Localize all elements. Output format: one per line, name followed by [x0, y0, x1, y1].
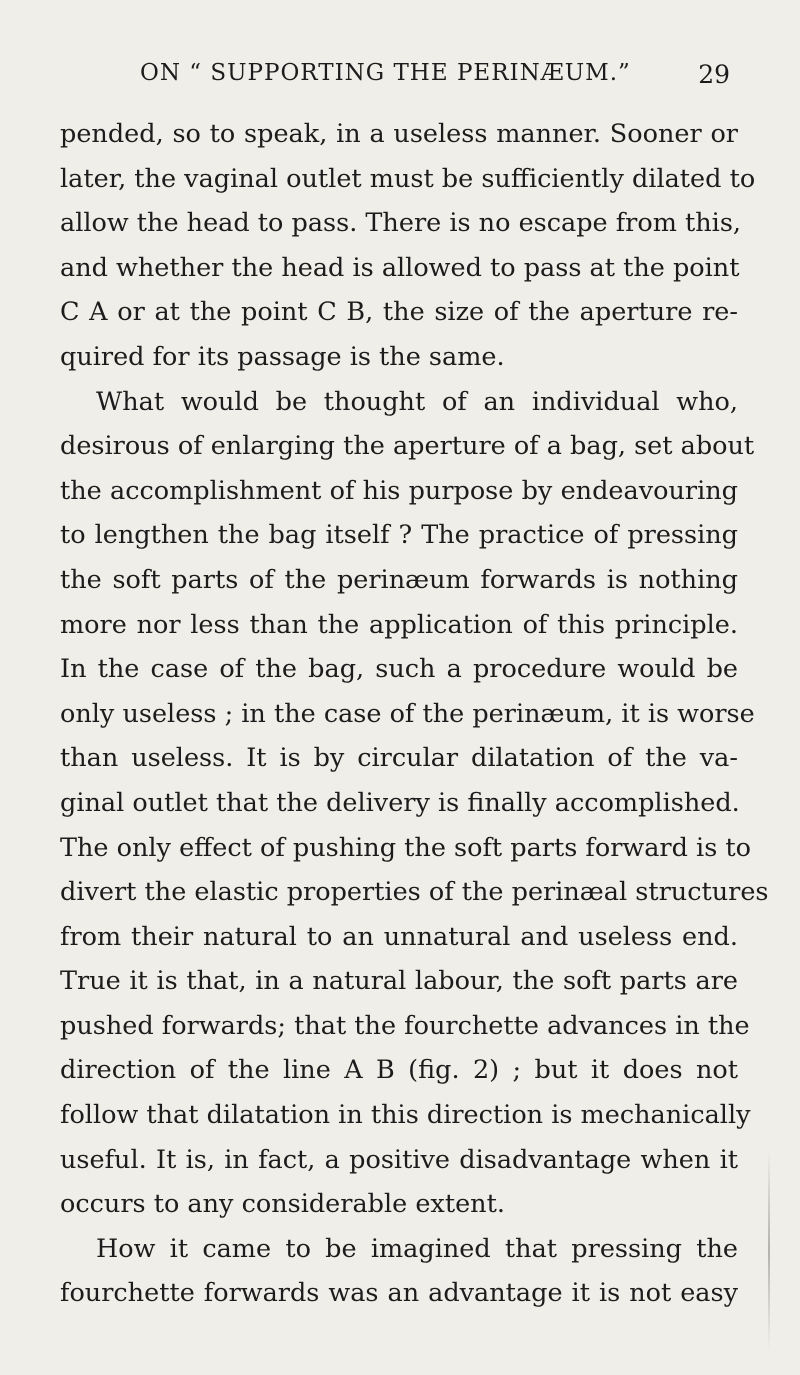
text-line: occurs to any considerable extent.	[60, 1189, 505, 1220]
text-line: allow the head to pass. There is no escape from this,	[60, 208, 742, 239]
text-line: pushed forwards; that the fourchette advances in the	[60, 1010, 750, 1041]
text-line: How it came to be imagined that pressing the	[96, 1233, 738, 1264]
text-line: ginal outlet that the delivery is finally accomplished.	[60, 787, 740, 818]
text-line: C A or at the point C B, the size of the aperture re-	[60, 297, 738, 328]
text-line: What would be thought of an individual who,	[96, 386, 738, 417]
text-line: fourchette forwards was an advantage it is not easy	[60, 1278, 738, 1309]
text-line: direction of the line A B (fig. 2) ; but it does not	[60, 1055, 738, 1086]
text-line: from their natural to an unnatural and useless end.	[60, 921, 738, 952]
text-line: divert the elastic properties of the perinæal structures	[60, 877, 769, 908]
text-line: desirous of enlarging the aperture of a bag, set about	[60, 431, 755, 462]
text-line: In the case of the bag, such a procedure would be	[60, 654, 738, 685]
text-line: to lengthen the bag itself ? The practice of pressing	[60, 520, 738, 551]
running-title: ON “ SUPPORTING THE PERINÆUM.”	[140, 60, 631, 86]
text-line: the accomplishment of his purpose by endeavouring	[60, 475, 738, 506]
text-line: useful. It is, in fact, a positive disadvantage when it	[60, 1144, 738, 1175]
text-line: pended, so to speak, in a useless manner. Sooner or	[60, 119, 738, 149]
page-header	[60, 60, 730, 100]
page-number: 29	[698, 60, 730, 89]
text-line: quired for its passage is the same.	[60, 341, 505, 372]
text-line: more nor less than the application of this principle.	[60, 609, 738, 640]
text-line: than useless. It is by circular dilatation of the va-	[60, 743, 738, 774]
text-line: later, the vaginal outlet must be sufficiently dilated to	[60, 163, 756, 194]
page-edge-shadow	[768, 1150, 770, 1350]
text-line: The only effect of pushing the soft parts forward is to	[60, 832, 751, 863]
body-text	[60, 112, 769, 1316]
text-line: the soft parts of the perinæum forwards is nothing	[60, 564, 738, 595]
text-line: only useless ; in the case of the perinæum, it is worse	[60, 698, 755, 729]
text-line: follow that dilatation in this direction is mechanically	[60, 1100, 751, 1131]
text-line: True it is that, in a natural labour, the soft parts are	[60, 966, 738, 997]
text-line: and whether the head is allowed to pass at the point	[60, 252, 740, 283]
